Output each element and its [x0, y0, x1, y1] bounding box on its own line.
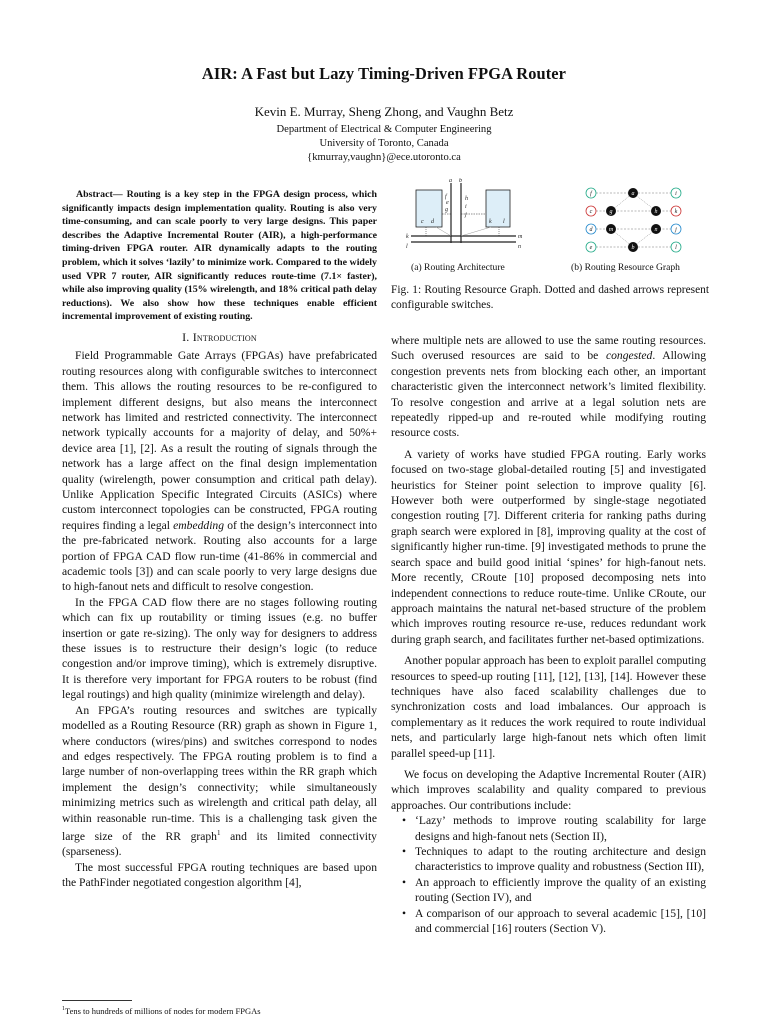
- svg-text:k: k: [406, 234, 409, 240]
- svg-text:d: d: [431, 219, 434, 225]
- affiliation-department: Department of Electrical & Computer Engineering: [276, 124, 492, 135]
- svg-text:e: e: [589, 245, 593, 251]
- svg-text:n: n: [654, 227, 658, 233]
- footnote-text: Tens to hundreds of millions of nodes for modern FPGAs: [65, 1005, 261, 1016]
- section-title: Introduction: [192, 329, 257, 344]
- intro-paragraph-1: [62, 348, 377, 595]
- paper-title: AIR: A Fast but Lazy Timing-Driven FPGA Router: [201, 64, 567, 83]
- svg-text:n: n: [518, 244, 521, 250]
- svg-text:f: f: [445, 194, 447, 200]
- svg-text:j: j: [465, 212, 467, 218]
- svg-text:g: g: [609, 209, 613, 215]
- emphasis-text: congested: [605, 349, 653, 363]
- emphasis-text: embedding: [173, 518, 225, 532]
- svg-text:m: m: [518, 234, 523, 240]
- svg-text:m: m: [608, 227, 614, 233]
- subcaption-b: (b) Routing Resource Graph: [571, 262, 680, 273]
- svg-text:f: f: [590, 191, 592, 197]
- section-number: I.: [182, 329, 190, 344]
- svg-text:b: b: [459, 178, 462, 184]
- right-column: [391, 333, 706, 936]
- footnote-mark: 1: [62, 1006, 65, 1012]
- list-item: • An approach to efficiently improve the quality of an existing routing (Section IV), and: [415, 875, 706, 906]
- subcaption-a: (a) Routing Architecture: [411, 262, 505, 273]
- svg-text:l: l: [503, 219, 505, 225]
- text-run: Field Programmable Gate Arrays (FPGAs) have prefabricated routing resources along with configurable switches to interconnect them. This allows the routing resources to be re-configured to implement different designs, but also means the interconnect network has limited and restricted connectivity. The interconnect network typically accounts for a majority of delay, and 50%+ device area [1], [2]. As a result the routing of signals through the network has a large affect on the final design implementation quality (wirelength, power consumption and critical path delay). Unlike Application Specific Integrated Circuits (ASICs) where custom interconnect topologies can be constructed, FPGA routing requires finding a legal: [62, 349, 377, 532]
- footnote-reference: 1: [216, 828, 221, 837]
- svg-text:a: a: [449, 178, 452, 184]
- contributions-list: [391, 813, 706, 936]
- abstract: Abstract— Routing is a key step in the FPGA design process, which significantly impacts design implementation quality. Routing is also very time-consuming, and can scale poorly to very large designs. This paper describes the Adaptive Incremental Router (AIR), a high-performance timing-driven FPGA router. AIR dynamically adapts to the routing problem, which it solves ‘lazily’ to minimize work. Compared to the widely used VPR 7 router, AIR significantly reduces route-time (7.1× faster), while also improving quality (15% wirelength, and 18% critical path delay reductions). We also show how these techniques enable efficient incremental improvement of existing routing.: [62, 189, 377, 323]
- svg-text:j: j: [675, 227, 677, 233]
- svg-text:k: k: [489, 219, 492, 225]
- svg-text:l: l: [675, 245, 677, 251]
- footnote-rule: [62, 1000, 132, 1001]
- svg-text:c: c: [589, 209, 593, 215]
- text-run: and its limited connectivity (sparseness).: [62, 829, 377, 859]
- footnote: [62, 1004, 382, 1016]
- body-paragraph-continued: [391, 333, 706, 441]
- section-heading-introduction: [62, 330, 377, 345]
- text-run: where multiple nets are allowed to use the same routing resources. Such overused resources are said to be: [391, 334, 706, 363]
- svg-text:c: c: [421, 219, 424, 225]
- svg-text:d: d: [589, 227, 593, 233]
- intro-paragraph-2: In the FPGA CAD flow there are no stages following routing which can fix up routability or timing issues (e.g. no buffer insertion or gate re-sizing). The only way for designers to address these issues is to restructure their design’s logic (to reduce congestion and/or improve timing), which is extremely disruptive. It is therefore very important for FPGA routers to be robust (find legal routings) and high quality (minimize wirelength and delay).: [62, 595, 377, 702]
- affiliation-email: {kmurray,vaughn}@ece.utoronto.ca: [307, 152, 461, 163]
- author-list: Kevin E. Murray, Sheng Zhong, and Vaughn Betz: [254, 104, 514, 119]
- svg-text:i: i: [675, 191, 677, 197]
- svg-text:h: h: [654, 209, 658, 215]
- svg-text:g: g: [445, 207, 448, 213]
- contributions-intro-paragraph: We focus on developing the Adaptive Incremental Router (AIR) which improves scalability and quality compared to previous approaches. Our contributions include:: [391, 767, 706, 812]
- left-column: [62, 188, 377, 890]
- text-run: An FPGA’s routing resources and switches are typically modelled as a Routing Resource (RR) graph as shown in Figure 1, where conductors (wires/pins) and switches correspond to nodes and edges respectively. The FPGA routing problem is to find a large number of non-overlapping trees within the RR graph which implement the design’s connectivity; while simultaneously minimizing metrics such as wirelength and critical path delay, all within reasonable run-time. This is a challenging task given the large size of the RR graph: [62, 703, 377, 843]
- svg-text:i: i: [465, 204, 467, 210]
- affiliation-university: University of Toronto, Canada: [319, 138, 449, 149]
- list-item: • A comparison of our approach to several academic [15], [10] and commercial [16] routers (Section V).: [415, 906, 706, 937]
- svg-text:e: e: [446, 200, 449, 206]
- text-run: . Allowing congestion prevents nets from blocking each other, an important characteristic given the interconnect network’s limited flexibility. To resolve congestion and arrive at a legal solution nets are repeatedly ripped-up and re-routed while modifying routing resource costs.: [391, 349, 706, 440]
- routing-architecture-diagram: [391, 178, 711, 268]
- figure-caption: Fig. 1: Routing Resource Graph. Dotted and dashed arrows represent configurable switches.: [391, 284, 709, 311]
- intro-paragraph-4: The most successful FPGA routing techniques are based upon the PathFinder negotiated congestion algorithm [4],: [62, 860, 377, 890]
- svg-text:l: l: [406, 244, 408, 250]
- list-item: • ‘Lazy’ methods to improve routing scalability for large designs and high-fanout nets (Section II),: [415, 813, 706, 844]
- parallel-routing-paragraph: Another popular approach has been to exploit parallel computing resources to speed-up routing [11], [12], [13], [14]. However these techniques have also faced scalability challenges due to synchronization costs and load imbalances. Our approach is complementary as it reduces the work required to route individual nets, and particularly large high-fanout nets which often limit parallel speed-up [11].: [391, 654, 706, 760]
- svg-text:k: k: [674, 209, 678, 215]
- svg-text:h: h: [465, 196, 468, 202]
- intro-paragraph-3: [62, 703, 377, 860]
- related-work-paragraph: A variety of works have studied FPGA routing. Early works focused on two-stage global-detailed routing [5] and investigated heuristics for Steiner point selection to improve quality [6]. However both were outperformed by single-stage negotiated congestion routing [7]. Different criteria for ranking paths during graph search were explored in [8], improving quality at the cost of significantly higher run-time. [9] investigated methods to prune the search space and build good initial ‘spines’ for high-fanout nets. More recently, CRoute [10] proposed decomposing nets into independent connections to reduce route-time. Unlike CRoute, our approach maintains the natural net-based structure of the problem which improves routing resource re-use, reduces redundant work during graph search, and facilitates further net-based optimizations.: [391, 447, 706, 646]
- list-item: • Techniques to adapt to the routing architecture and design characteristics to improve quality and robustness (Section III),: [415, 844, 706, 875]
- svg-text:a: a: [631, 191, 635, 197]
- svg-text:b: b: [631, 245, 635, 251]
- text-run: of the design’s interconnect into the pre-fabricated network. Routing also accounts for a large portion of FPGA CAD flow run-time (41-86% in commercial and academic tools [3]) and can scale poorly to very large designs due to high-fanout nets and difficult to resolve congestion.: [62, 518, 377, 594]
